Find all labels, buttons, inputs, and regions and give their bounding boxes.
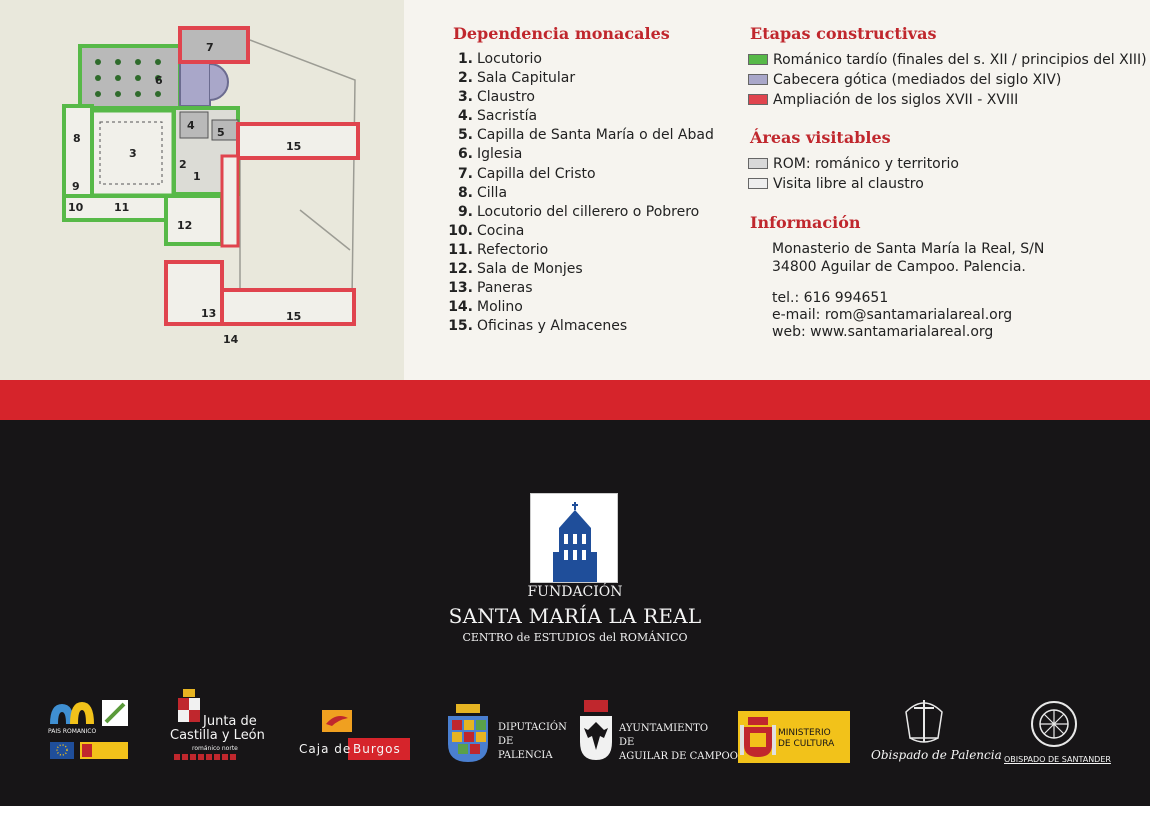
swatch-light [748, 178, 768, 189]
swatch-red [748, 94, 768, 105]
caja-line-2: Burgos [353, 742, 401, 756]
swatch-lilac [748, 74, 768, 85]
plan-number-3: 3 [129, 147, 137, 160]
obispado-santander-seal-icon [1000, 700, 1110, 752]
pais-romanico-text: PAIS ROMANICO [48, 728, 97, 735]
list-item: 13. Paneras [448, 280, 533, 297]
list-item: 6. Iglesia [457, 146, 523, 163]
plan-number-1: 1 [193, 170, 201, 183]
plan-number-7: 7 [206, 41, 214, 54]
monastery-floor-plan [0, 0, 404, 380]
plan-number-8: 8 [73, 132, 81, 145]
info-heading: Información [750, 213, 861, 232]
plan-number-14: 14 [223, 333, 239, 346]
plan-number-5: 5 [217, 126, 225, 139]
info-address-line-2: 34800 Aguilar de Campoo. Palencia. [772, 259, 1026, 275]
caja-line-1: Caja de [299, 742, 352, 756]
ministerio-line-2: DE CULTURA [778, 739, 835, 749]
plan-number-15-bottom: 15 [286, 310, 302, 323]
plan-number-2: 2 [179, 158, 187, 171]
swatch-grey [748, 158, 768, 169]
foundation-name: SANTA MARÍA LA REAL [448, 604, 702, 628]
etapas-heading: Etapas constructivas [750, 24, 937, 43]
foundation-label: FUNDACIÓN [527, 584, 623, 600]
list-item: 2. Sala Capitular [457, 70, 576, 87]
junta-castilla-leon-logo [170, 688, 270, 766]
list-item: 8. Cilla [457, 184, 508, 201]
diputacion-line-1: DIPUTACIÓN [498, 722, 567, 733]
list-item: 11. Refectorio [448, 241, 549, 258]
legend-ampliacion: Ampliación de los siglos XVII - XVIII [748, 90, 1018, 110]
list-item: 10. Cocina [448, 222, 525, 239]
plan-number-15-top: 15 [286, 140, 302, 153]
list-item: 1. Locutorio [457, 51, 542, 67]
diputacion-line-2: DE [498, 736, 514, 747]
ayuntamiento-line-3: AGUILAR DE CAMPOO [619, 751, 738, 762]
plan-number-10: 10 [68, 201, 84, 214]
diputacion-shield-icon [446, 704, 490, 764]
list-item: 7. Capilla del Cristo [457, 165, 596, 182]
legend-gotica: Cabecera gótica (mediados del siglo XIV) [748, 70, 1061, 90]
red-divider-band [0, 380, 1150, 420]
obispado-palencia-mitre-icon [866, 698, 986, 746]
info-email: e-mail: rom@santamarialareal.org [772, 307, 1013, 323]
list-item: 9. Locutorio del cillerero o Pobrero [457, 203, 700, 220]
obispado-santander-logo [1000, 700, 1110, 766]
caja-de-burgos-logo [296, 710, 412, 762]
info-phone: tel.: 616 994651 [772, 290, 889, 306]
list-item: 4. Sacristía [457, 108, 538, 125]
info-web: web: www.santamarialareal.org [772, 324, 994, 340]
page-bottom-edge [0, 806, 1150, 819]
obispado-palencia-text: Obispado de Palencia [871, 748, 1002, 762]
dependencias-list [446, 50, 714, 336]
ministerio-shield-icon [738, 711, 778, 763]
junta-line-2: Castilla y León [170, 728, 265, 743]
legend-romanico: Románico tardío (finales del s. XII / principios del XIII) [748, 50, 1147, 70]
plan-number-13: 13 [201, 307, 217, 320]
legend-claustro: Visita libre al claustro [748, 174, 924, 194]
junta-subtitle: románico norte [192, 745, 238, 752]
diputacion-line-3: PALENCIA [498, 750, 553, 761]
list-item: 3. Claustro [457, 89, 535, 106]
junta-line-1: Junta de [203, 714, 257, 729]
list-item: 15. Oficinas y Almacenes [448, 318, 628, 335]
info-address-line-1: Monasterio de Santa María la Real, S/N [772, 241, 1045, 257]
plan-number-12: 12 [177, 219, 193, 232]
legend-rom: ROM: románico y territorio [748, 154, 959, 174]
list-item: 5. Capilla de Santa María o del Abad [457, 127, 714, 144]
obispado-palencia-logo [866, 698, 1002, 768]
plan-number-6: 6 [155, 74, 163, 87]
pais-romanico-logo [48, 698, 132, 762]
obispado-santander-text: OBISPADO DE SANTANDER [1004, 755, 1111, 764]
areas-heading: Áreas visitables [750, 128, 891, 147]
plan-number-9: 9 [72, 180, 80, 193]
dependencias-heading: Dependencia monacales [453, 24, 670, 43]
ministerio-cultura-logo [738, 711, 850, 763]
diputacion-palencia-logo [446, 704, 566, 768]
ayuntamiento-aguilar-logo [578, 700, 738, 766]
plan-number-4: 4 [187, 119, 195, 132]
list-item: 14. Molino [448, 299, 523, 316]
ayuntamiento-line-2: DE [619, 737, 635, 748]
ayuntamiento-eagle-shield-icon [578, 700, 614, 762]
list-item: 12. Sala de Monjes [448, 261, 583, 278]
foundation-tower-logo [530, 493, 618, 583]
plan-number-11: 11 [114, 201, 130, 214]
floor-plan-drawing [0, 0, 404, 380]
ministerio-line-1: MINISTERIO [778, 728, 831, 738]
swatch-green [748, 54, 768, 65]
foundation-subtitle: CENTRO de ESTUDIOS del ROMÁNICO [462, 631, 688, 644]
ayuntamiento-line-1: AYUNTAMIENTO [619, 723, 709, 734]
brochure-top-panel [0, 0, 1150, 380]
